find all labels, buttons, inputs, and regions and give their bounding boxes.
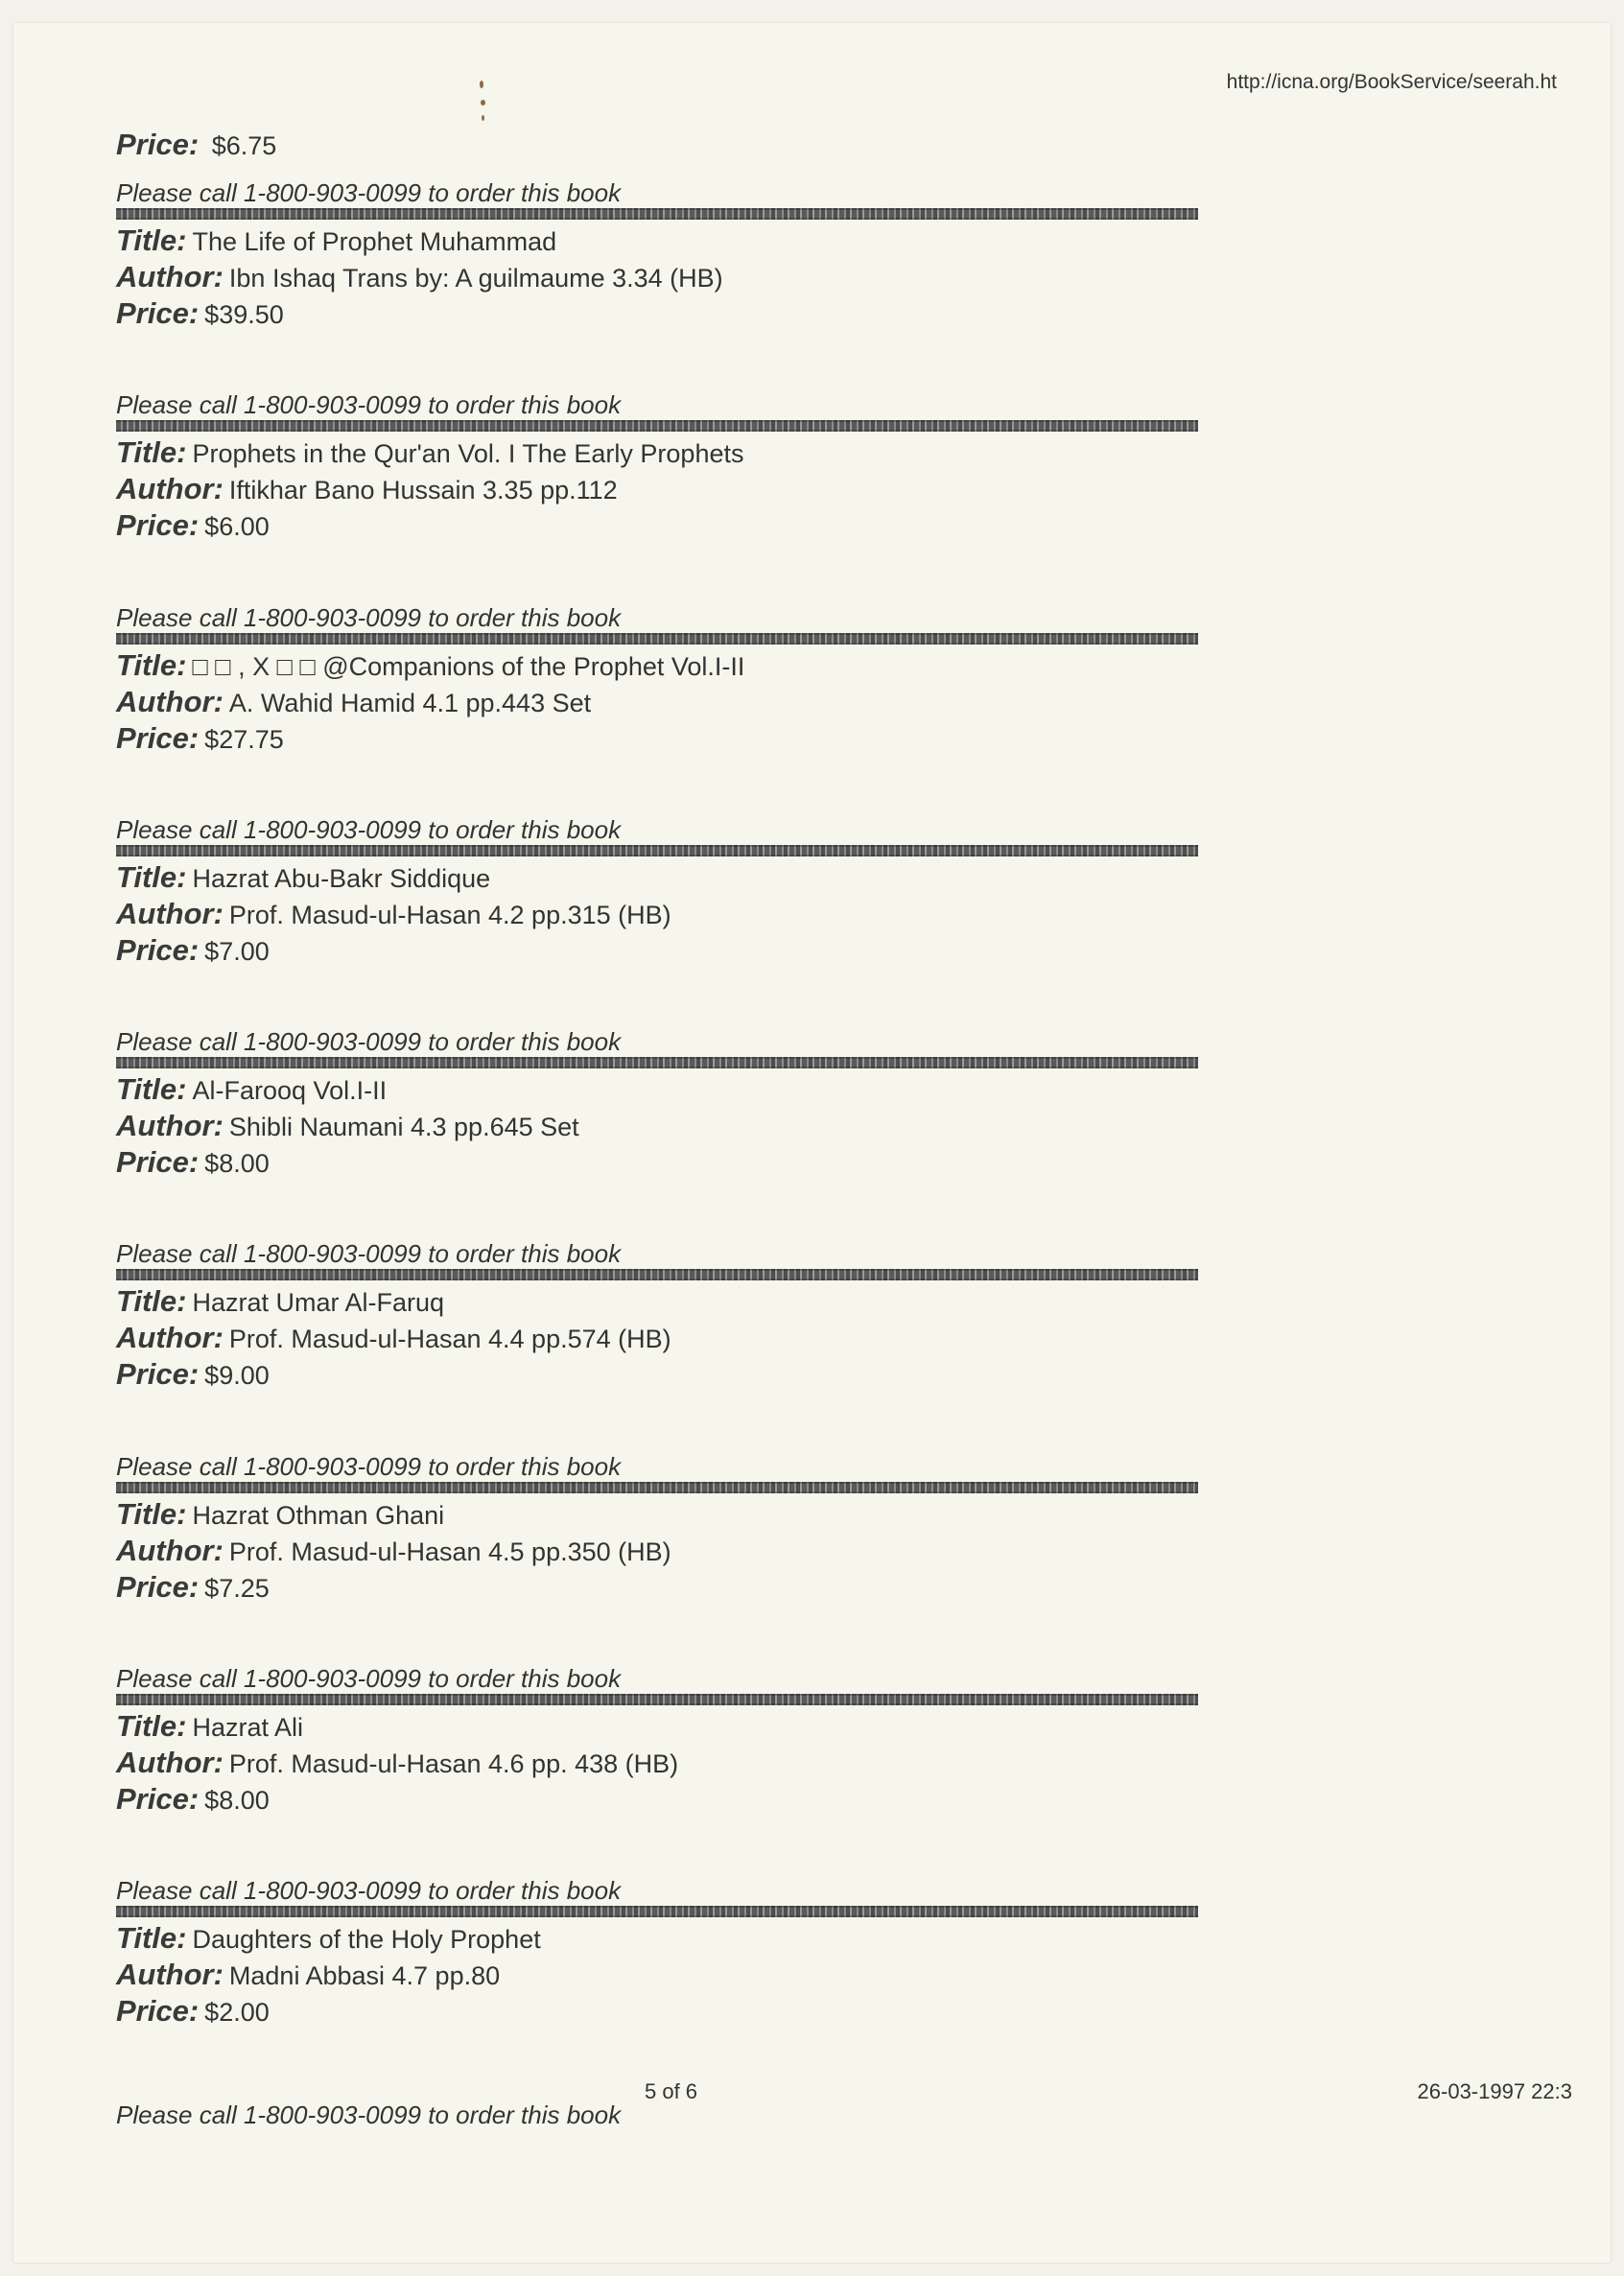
author-value: A. Wahid Hamid 4.1 pp.443 Set bbox=[228, 688, 592, 717]
book-entry bbox=[116, 1496, 1200, 1708]
price-row bbox=[116, 127, 1200, 163]
author-label: Author: bbox=[116, 1533, 224, 1567]
separator-rule bbox=[116, 1269, 1198, 1280]
title-value: Daughters of the Holy Prophet bbox=[192, 1925, 541, 1955]
author-row bbox=[116, 1320, 1200, 1356]
book-entry bbox=[116, 223, 1200, 434]
order-note: Please call 1-800-903-0099 to order this book bbox=[116, 1027, 622, 1057]
price-row bbox=[116, 1144, 1200, 1181]
title-row bbox=[116, 1071, 1200, 1108]
author-label: Author: bbox=[116, 1321, 224, 1355]
paper-speck bbox=[482, 115, 484, 121]
price-row bbox=[116, 1569, 1200, 1606]
order-note: Please call 1-800-903-0099 to order this book bbox=[116, 390, 622, 420]
price-value: $27.75 bbox=[204, 724, 284, 754]
price-label: Price: bbox=[116, 932, 200, 967]
book-entry bbox=[116, 434, 1200, 646]
title-label: Title: bbox=[116, 1284, 187, 1319]
price-label: Price: bbox=[116, 296, 200, 330]
price-value: $7.00 bbox=[204, 936, 270, 966]
separator-rule bbox=[116, 1906, 1198, 1917]
price-value: $6.00 bbox=[204, 512, 270, 542]
title-value: Prophets in the Qur'an Vol. I The Early Prophets bbox=[192, 439, 744, 469]
author-value: Prof. Masud-ul-Hasan 4.5 pp.350 (HB) bbox=[228, 1537, 671, 1566]
price-value: $39.50 bbox=[204, 300, 284, 329]
title-row bbox=[116, 1708, 1200, 1745]
author-label: Author: bbox=[116, 260, 224, 293]
book-entry bbox=[116, 647, 1200, 859]
author-value: Ibn Ishaq Trans by: A guilmaume 3.34 (HB) bbox=[228, 264, 723, 293]
author-row bbox=[116, 896, 1200, 932]
title-label: Title: bbox=[116, 1496, 187, 1531]
price-value: $2.00 bbox=[204, 1998, 270, 2028]
author-value: Madni Abbasi 4.7 pp.80 bbox=[228, 1961, 501, 1991]
title-value: Hazrat Othman Ghani bbox=[192, 1500, 445, 1530]
title-label: Title: bbox=[116, 859, 187, 894]
paper-speck bbox=[481, 100, 485, 106]
title-label: Title: bbox=[116, 1072, 187, 1107]
author-row bbox=[116, 259, 1200, 295]
separator-rule bbox=[116, 1057, 1198, 1068]
title-row bbox=[116, 1283, 1200, 1320]
price-label: Price: bbox=[116, 128, 200, 161]
price-row bbox=[116, 507, 1200, 544]
price-value: $8.00 bbox=[204, 1149, 270, 1179]
price-label: Price: bbox=[116, 1357, 200, 1392]
book-entry bbox=[116, 1071, 1200, 1283]
book-entry bbox=[116, 1283, 1200, 1495]
price-row bbox=[116, 720, 1200, 757]
title-row bbox=[116, 223, 1200, 259]
author-label: Author: bbox=[116, 1109, 224, 1143]
separator-rule bbox=[116, 1694, 1198, 1705]
author-row bbox=[116, 471, 1200, 507]
title-row bbox=[116, 647, 1200, 684]
book-entry bbox=[116, 1708, 1200, 1920]
price-row bbox=[116, 295, 1200, 332]
author-row bbox=[116, 1108, 1200, 1144]
title-value: Hazrat Abu-Bakr Siddique bbox=[192, 863, 491, 893]
separator-rule bbox=[116, 420, 1198, 432]
page-number: 5 of 6 bbox=[645, 2079, 698, 2103]
title-label: Title: bbox=[116, 647, 187, 682]
order-note: Please call 1-800-903-0099 to order this book bbox=[116, 1239, 622, 1269]
order-note: Please call 1-800-903-0099 to order this book bbox=[116, 814, 622, 844]
author-value: Prof. Masud-ul-Hasan 4.2 pp.315 (HB) bbox=[228, 900, 671, 929]
separator-rule bbox=[116, 845, 1198, 856]
title-row bbox=[116, 1920, 1200, 1957]
paper-speck bbox=[480, 81, 483, 88]
author-label: Author: bbox=[116, 1958, 224, 1992]
price-row bbox=[116, 1356, 1200, 1393]
author-row bbox=[116, 1533, 1200, 1569]
book-list bbox=[116, 127, 1200, 2130]
author-label: Author: bbox=[116, 684, 224, 718]
title-value: Hazrat Ali bbox=[192, 1713, 304, 1743]
author-label: Author: bbox=[116, 896, 224, 930]
order-note: Please call 1-800-903-0099 to order this book bbox=[116, 602, 622, 632]
title-value: Al-Farooq Vol.I-II bbox=[192, 1076, 388, 1106]
price-value: $9.00 bbox=[204, 1361, 270, 1391]
author-label: Author: bbox=[116, 1746, 224, 1780]
price-label: Price: bbox=[116, 1145, 200, 1180]
title-label: Title: bbox=[116, 435, 187, 470]
title-value: The Life of Prophet Muhammad bbox=[192, 227, 557, 256]
price-label: Price: bbox=[116, 1569, 200, 1604]
title-label: Title: bbox=[116, 223, 187, 257]
author-row bbox=[116, 1745, 1200, 1781]
book-entry bbox=[116, 859, 1200, 1071]
price-value: $6.75 bbox=[211, 131, 277, 160]
book-entry bbox=[116, 127, 1200, 223]
order-note: Please call 1-800-903-0099 to order this book bbox=[116, 1451, 622, 1481]
title-row bbox=[116, 434, 1200, 471]
author-value: Prof. Masud-ul-Hasan 4.4 pp.574 (HB) bbox=[228, 1325, 671, 1354]
price-row bbox=[116, 932, 1200, 969]
title-row bbox=[116, 859, 1200, 896]
title-value: □ □ , X □ □ @Companions of the Prophet Vol.I-II bbox=[192, 651, 745, 681]
price-label: Price: bbox=[116, 508, 200, 543]
price-value: $7.25 bbox=[204, 1573, 270, 1603]
author-label: Author: bbox=[116, 472, 224, 506]
separator-rule bbox=[116, 633, 1198, 645]
author-row bbox=[116, 1957, 1200, 1993]
order-note: Please call 1-800-903-0099 to order this book bbox=[116, 2100, 622, 2130]
title-row bbox=[116, 1496, 1200, 1533]
separator-rule bbox=[116, 1482, 1198, 1493]
title-label: Title: bbox=[116, 1709, 187, 1744]
author-value: Shibli Naumani 4.3 pp.645 Set bbox=[228, 1113, 579, 1142]
price-label: Price: bbox=[116, 720, 200, 755]
title-label: Title: bbox=[116, 1921, 187, 1956]
separator-rule bbox=[116, 208, 1198, 220]
author-value: Prof. Masud-ul-Hasan 4.6 pp. 438 (HB) bbox=[228, 1749, 679, 1779]
order-note: Please call 1-800-903-0099 to order this book bbox=[116, 178, 622, 207]
order-note: Please call 1-800-903-0099 to order this book bbox=[116, 1876, 622, 1906]
author-value: Iftikhar Bano Hussain 3.35 pp.112 bbox=[228, 476, 618, 505]
order-note: Please call 1-800-903-0099 to order this book bbox=[116, 1664, 622, 1694]
price-label: Price: bbox=[116, 1782, 200, 1817]
price-value: $8.00 bbox=[204, 1786, 270, 1816]
price-row bbox=[116, 1781, 1200, 1818]
title-value: Hazrat Umar Al-Faruq bbox=[192, 1288, 445, 1318]
print-datetime: 26-03-1997 22:3 bbox=[1417, 2079, 1572, 2103]
author-row bbox=[116, 684, 1200, 720]
price-row bbox=[116, 1993, 1200, 2030]
price-label: Price: bbox=[116, 1994, 200, 2029]
page-url: http://icna.org/BookService/seerah.ht bbox=[1226, 71, 1557, 93]
